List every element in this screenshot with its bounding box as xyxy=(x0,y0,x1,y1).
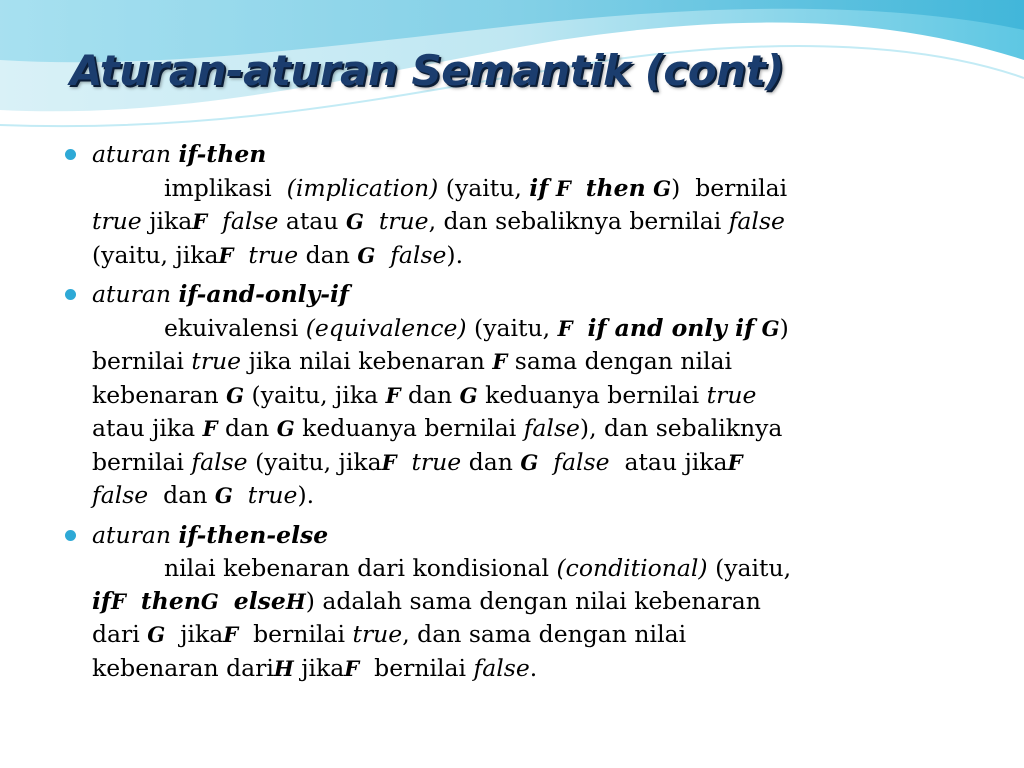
slide-title: Aturan-aturan Semantik (cont) xyxy=(70,46,784,95)
heading-term: if-then-else xyxy=(178,520,329,549)
bullet-heading xyxy=(62,138,952,171)
bullet-body: implikasi (implication) (yaitu, if F then G) bernilai true jikaF false atau G true, dan sebaliknya bernilai false (yaitu, jikaF true dan G false). xyxy=(92,173,788,269)
bullet-dot-icon xyxy=(65,289,76,300)
list-item-if-then-else xyxy=(62,519,952,686)
bullet-heading xyxy=(62,278,952,311)
bullet-dot-icon xyxy=(65,149,76,160)
heading-prefix: aturan xyxy=(92,520,179,549)
bullet-heading xyxy=(62,519,952,552)
heading-prefix: aturan xyxy=(92,140,179,168)
heading-prefix: aturan xyxy=(92,280,179,308)
content-list xyxy=(62,138,952,691)
bullet-body: ekuivalensi (equivalence) (yaitu, F if and only if G) bernilai true jika nilai kebenaran F sama dengan nilai kebenaran G (yaitu, jika F dan G keduanya bernilai true atau jika F dan G keduanya bernilai false), dan sebaliknya bernilai false (yaitu, jikaF true dan G false atau jikaF false dan G true). xyxy=(92,313,789,509)
heading-term: if-and-only-if xyxy=(178,280,350,308)
list-item-if-then xyxy=(62,138,952,272)
heading-term: if-then xyxy=(178,140,267,168)
list-item-if-and-only-if xyxy=(62,278,952,513)
bullet-dot-icon xyxy=(65,530,76,541)
bullet-body: nilai kebenaran dari kondisional (conditional) (yaitu, ifF thenG elseH) adalah sama dengan nilai kebenaran dari G jikaF bernilai true, dan sama dengan nilai kebenaran dariH jikaF bernilai false. xyxy=(92,554,792,682)
